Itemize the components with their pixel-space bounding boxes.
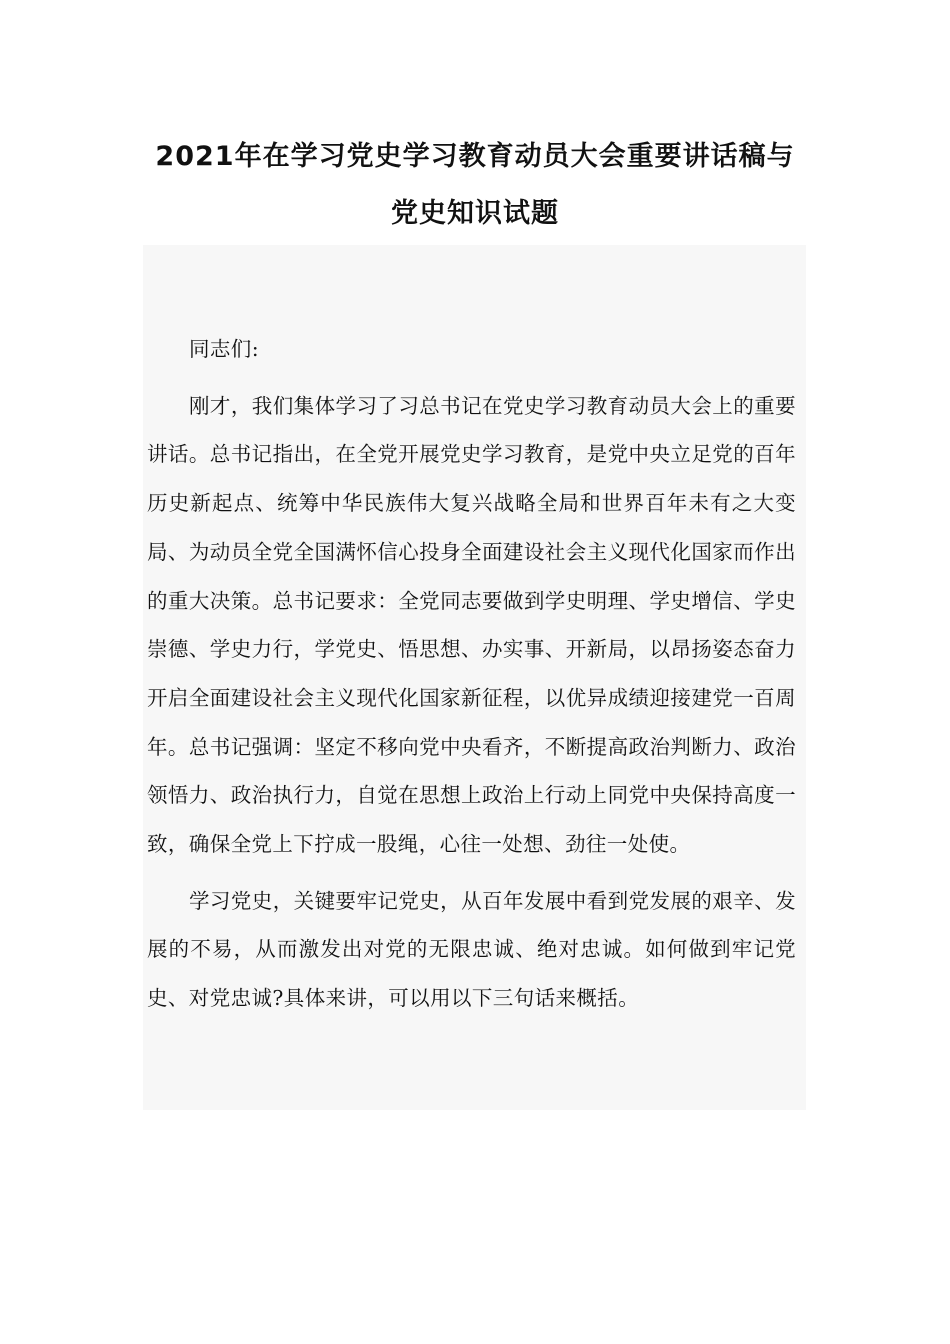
salutation: 同志们: [189,337,260,361]
title-line-2: 党史知识试题 [391,198,559,229]
paragraph-2: 学习党史，关键要牢记党史，从百年发展中看到党发展的艰辛、发展的不易，从而激发出对党的无限忠诚、绝对忠诚。如何做到牢记党史、对党忠诚?具体来讲，可以用以下三句话来概括。 [147,888,796,1011]
title-line-1: 2021年在学习党史学习教育动员大会重要讲话稿与 [155,141,795,172]
document-body [143,245,806,1110]
document-title [120,128,830,242]
paragraph-1: 刚才，我们集体学习了习总书记在党史学习教育动员大会上的重要讲话。总书记指出，在全党开展党史学习教育，是党中央立足党的百年历史新起点、统筹中华民族伟大复兴战略全局和世界百年未有之大变局、为动员全党全国满怀信心投身全面建设社会主义现代化国家而作出的重大决策。总书记要求：全党同志要做到学史明理、学史增信、学史崇德、学史力行，学党史、悟思想、办实事、开新局，以昂扬姿态奋力开启全面建设社会主义现代化国家新征程，以优异成绩迎接建党一百周年。总书记强调：坚定不移向党中央看齐，不断提高政治判断力、政治领悟力、政治执行力，自觉在思想上政治上行动上同党中央保持高度一致，确保全党上下拧成一股绳，心往一处想、劲往一处使。 [147,393,796,857]
